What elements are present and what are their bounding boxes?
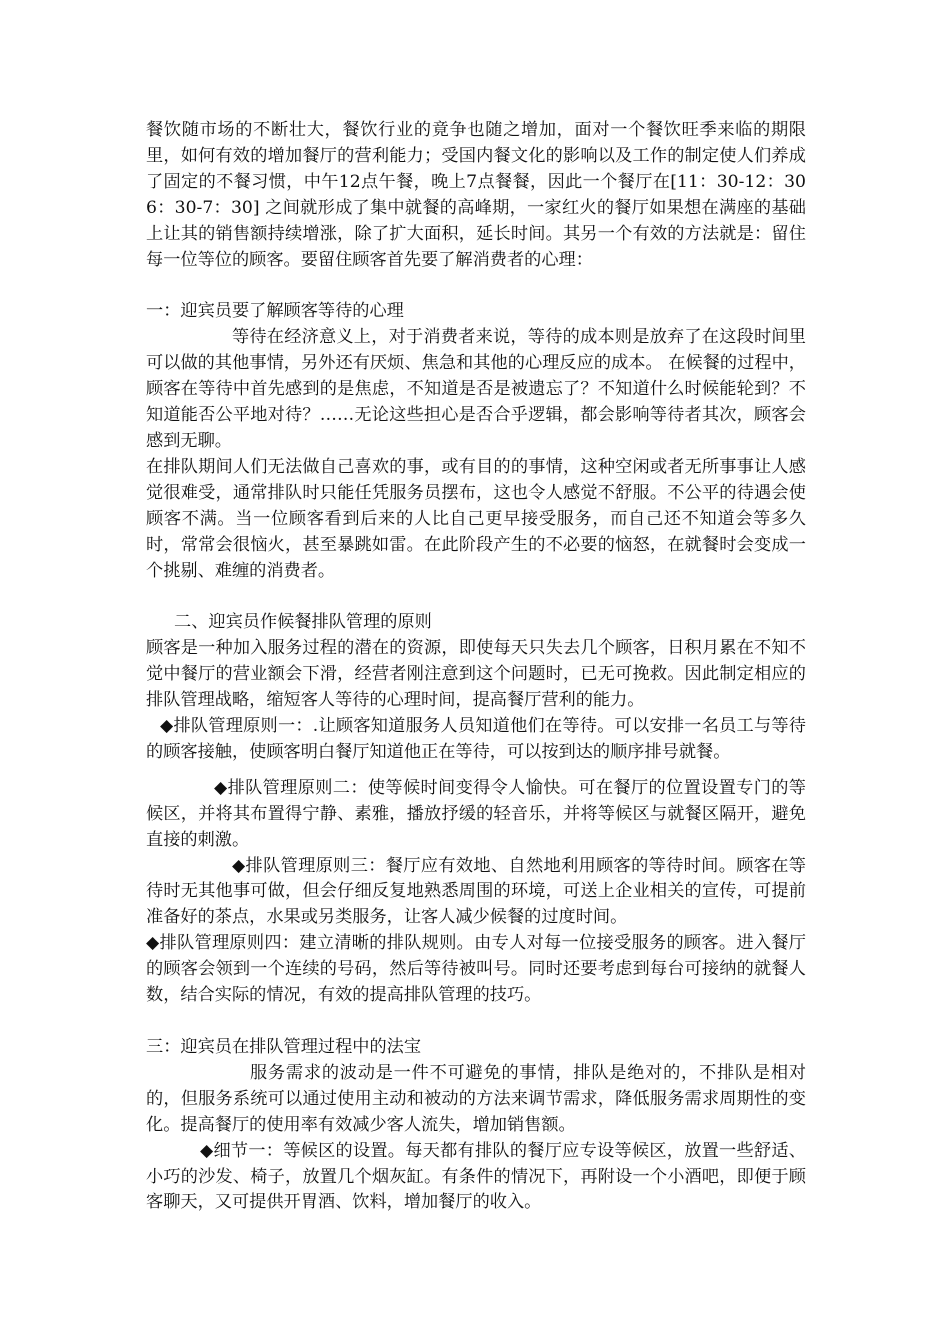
spacer (146, 1009, 806, 1035)
section-2-rule-3: ◆排队管理原则三：餐厅应有效地、自然地利用顾客的等待时间。顾客在等待时无其他事可做，但会仔细反复地熟悉周围的环境，可送上企业相关的宣传，可提前准备好的茶点，水果或另类服务，让客人减少候餐的过度时间。 (146, 855, 806, 928)
section-1-heading: 一：迎宾员要了解顾客等待的心理 (146, 301, 404, 322)
document-body (146, 118, 806, 1216)
section-2-rule-1: ◆排队管理原则一：.让顾客知道服务人员知道他们在等待。可以安排一名员工与等待的顾客接触，使顾客明白餐厅知道他正在等待，可以按到达的顺序排号就餐。 (146, 716, 806, 762)
section-3-heading: 三：迎宾员在排队管理过程中的法宝 (146, 1037, 422, 1057)
section-2-paragraph-1: 顾客是一种加入服务过程的潜在的资源，即使每天只失去几个顾客，日积月累在不知不觉中餐厅的营业额会下滑，经营者刚注意到这个问题时，已无可挽救。因此制定相应的排队管理战略，缩短客人等待的心理时间，提高餐厅营利的能力。 (146, 638, 806, 711)
section-2-rule-4: ◆排队管理原则四：建立清晰的排队规则。由专人对每一位接受服务的顾客。进入餐厅的顾客会领到一个连续的号码，然后等待被叫号。同时还要考虑到每台可接纳的就餐人数，结合实际的情况，有效的提高排队管理的技巧。 (146, 933, 806, 1006)
section-2-rule-2: ◆排队管理原则二：使等候时间变得令人愉快。可在餐厅的位置设置专门的等候区，并将其布置得宁静、素雅，播放抒缓的轻音乐，并将等候区与就餐区隔开，避免直接的刺激。 (146, 777, 806, 850)
spacer (146, 766, 806, 776)
section-3-paragraph-1: 服务需求的波动是一件不可避免的事情，排队是绝对的，不排队是相对的，但服务系统可以通过使用主动和被动的方法来调节需求，降低服务需求周期性的变化。提高餐厅的使用率有效减少客人流失，增加销售额。 (146, 1062, 806, 1135)
section-2-heading: 二、迎宾员作候餐排队管理的原则 (174, 612, 432, 633)
spacer (146, 584, 806, 610)
section-1-paragraph-1: 等待在经济意义上，对于消费者来说，等待的成本则是放弃了在这段时间里可以做的其他事情，另外还有厌烦、焦急和其他的心理反应的成本。 在候餐的过程中，顾客在等待中首先感到的是焦虑，不知道是否是被遗忘了？不知道什么时候能轮到？不知道能否公平地对待？……无论这些担心是否合乎逻辑，都会影响等待者其次，顾客会感到无聊。 (146, 327, 806, 451)
section-1-paragraph-2: 在排队期间人们无法做自己喜欢的事，或有目的的事情，这种空闲或者无所事事让人感觉很难受，通常排队时只能任凭服务员摆布，这也令人感觉不舒服。不公平的待遇会使顾客不满。当一位顾客看到后来的人比自己更早接受服务，而自己还不知道会等多久时，常常会很恼火，甚至暴跳如雷。在此阶段产生的不必要的恼怒，在就餐时会变成一个挑剔、难缠的消费者。 (146, 456, 806, 581)
intro-paragraph: 餐饮随市场的不断壮大，餐饮行业的竟争也随之增加，面对一个餐饮旺季来临的期限里，如何有效的增加餐厅的营利能力；受国内餐文化的影响以及工作的制定使人们养成了固定的不餐习惯，中午12点午餐，晚上7点餐餐，因此一个餐厅在[11：30-12：30 6：30-7：30] 之间就形成了集中就餐的高峰期，一家红火的餐厅如果想在满座的基础上让其的销售额持续增涨，除了扩大面积，延长时间。其另一个有效的方法就是：留住每一位等位的顾客。要留住顾客首先要了解消费者的心理： (146, 120, 806, 270)
section-3-detail-1: ◆细节一：等候区的设置。每天都有排队的餐厅应专设等候区，放置一些舒适、小巧的沙发、椅子，放置几个烟灰缸。有条件的情况下，再附设一个小酒吧，即便于顾客聊天，又可提供开胃酒、饮料，增加餐厅的收入。 (146, 1140, 806, 1213)
spacer (146, 273, 806, 299)
